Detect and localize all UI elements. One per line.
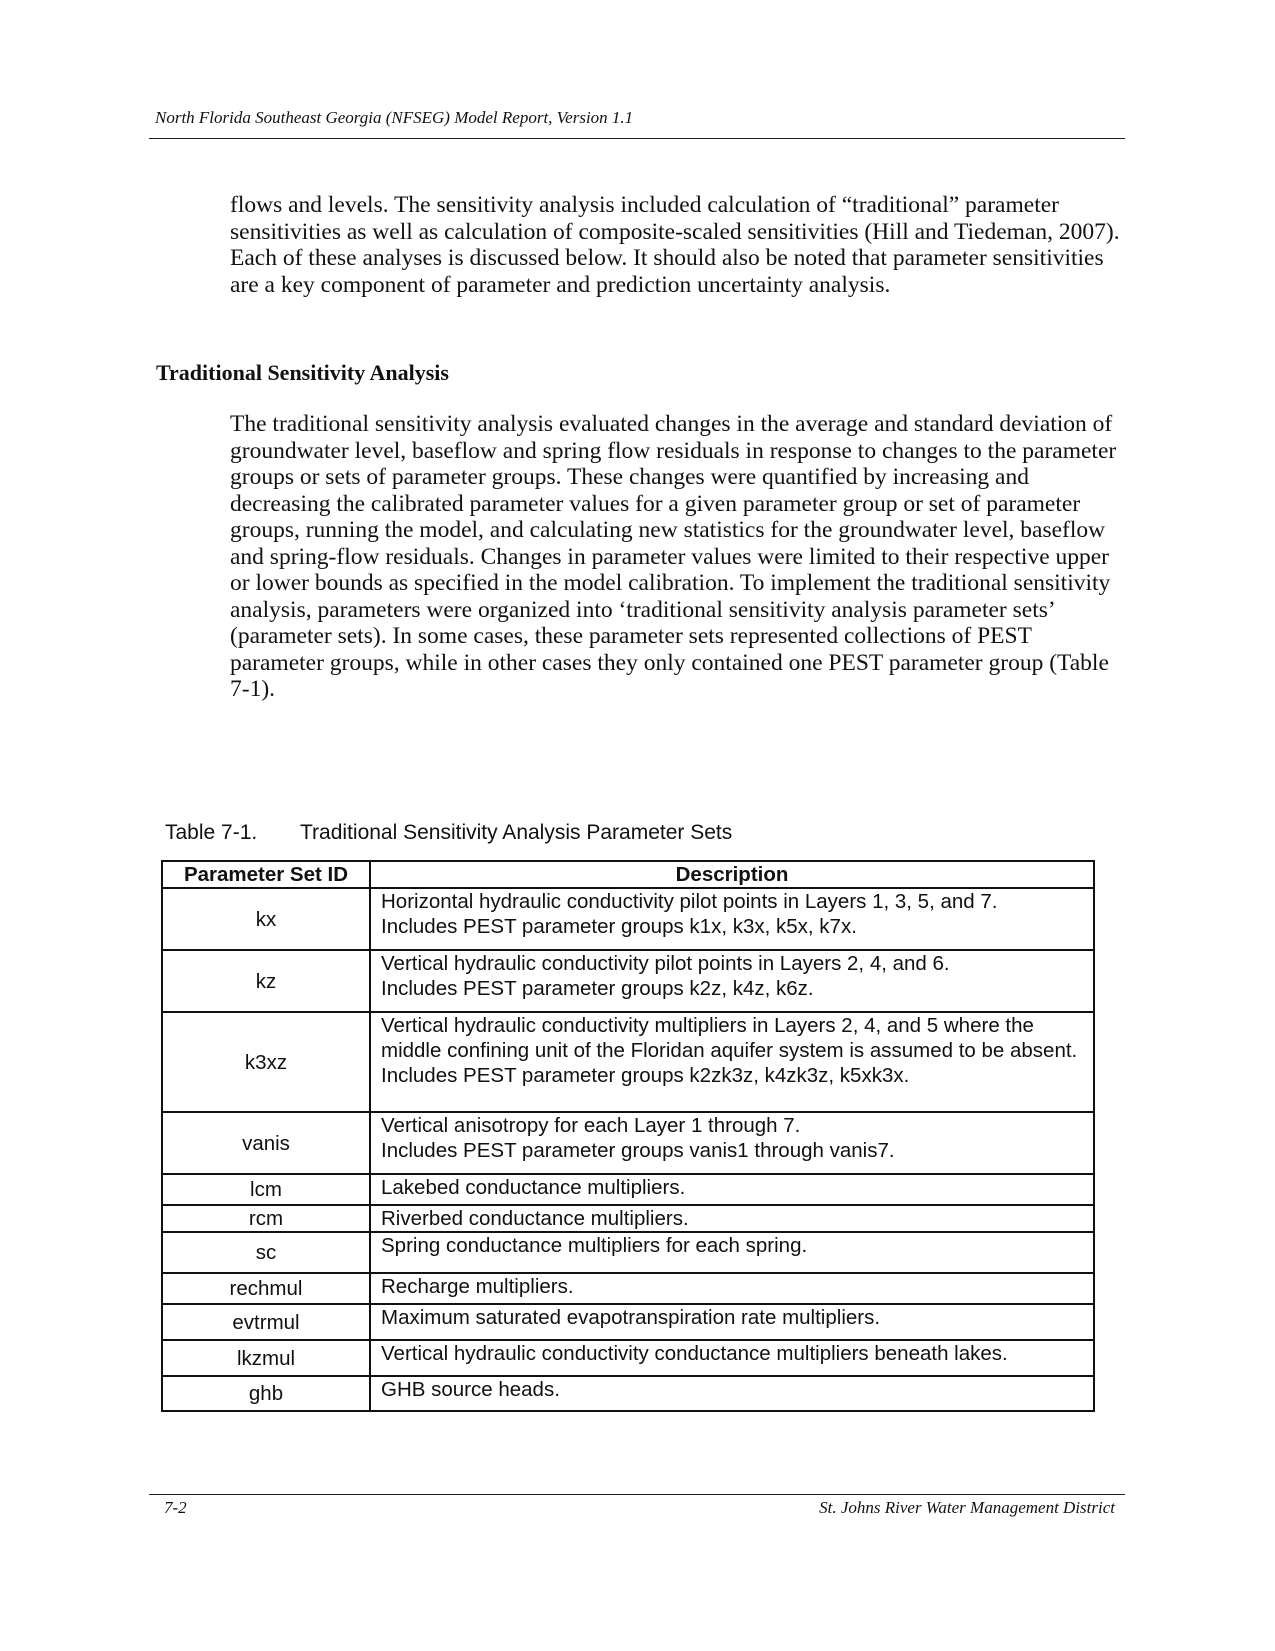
- running-header: North Florida Southeast Georgia (NFSEG) Model Report, Version 1.1: [155, 108, 634, 127]
- parameter-set-description: Vertical anisotropy for each Layer 1 through 7. Includes PEST parameter groups vanis1 through vanis7.: [370, 1112, 1094, 1174]
- parameter-set-id: k3xz: [162, 1012, 370, 1112]
- parameter-set-id: lcm: [162, 1174, 370, 1205]
- parameter-set-description: Horizontal hydraulic conductivity pilot points in Layers 1, 3, 5, and 7. Includes PEST parameter groups k1x, k3x, k5x, k7x.: [370, 888, 1094, 950]
- parameter-set-description: Vertical hydraulic conductivity pilot points in Layers 2, 4, and 6. Includes PEST parameter groups k2z, k4z, k6z.: [370, 950, 1094, 1012]
- table-row: [162, 888, 1094, 950]
- section-paragraph: The traditional sensitivity analysis evaluated changes in the average and standard deviation of groundwater level, baseflow and spring flow residuals in response to changes to the parameter groups or sets of parameter groups. These changes were quantified by increasing and decreasing the calibrated parameter values for a given parameter group or set of parameter groups, running the model, and calculating new statistics for the groundwater level, baseflow and spring-flow residuals. Changes in parameter values were limited to their respective upper or lower bounds as specified in the model calibration. To implement the traditional sensitivity analysis, parameters were organized into ‘traditional sensitivity analysis parameter sets’ (parameter sets). In some cases, these parameter sets represented collections of PEST parameter groups, while in other cases they only contained one PEST parameter group (Table 7-1).: [230, 411, 1117, 702]
- parameter-set-id: ghb: [162, 1376, 370, 1411]
- table-caption-number: Table 7-1.: [165, 821, 258, 844]
- parameter-set-id: vanis: [162, 1112, 370, 1174]
- parameter-set-id: lkzmul: [162, 1340, 370, 1376]
- header-rule: [149, 138, 1125, 139]
- header-parameter-set-id: Parameter Set ID: [162, 861, 370, 888]
- parameter-set-id: rechmul: [162, 1273, 370, 1304]
- table-caption: [165, 821, 732, 845]
- parameter-set-id: evtrmul: [162, 1304, 370, 1340]
- parameter-set-id: kx: [162, 888, 370, 950]
- table-row: [162, 1273, 1094, 1304]
- parameter-set-id: sc: [162, 1232, 370, 1273]
- table-row: [162, 1205, 1094, 1232]
- table-row: [162, 1012, 1094, 1112]
- table-row: [162, 1112, 1094, 1174]
- parameter-set-id: rcm: [162, 1205, 370, 1232]
- table-body: [162, 888, 1094, 1411]
- parameter-set-description: GHB source heads.: [370, 1376, 1094, 1411]
- parameter-set-description: Lakebed conductance multipliers.: [370, 1174, 1094, 1205]
- table-row: [162, 1304, 1094, 1340]
- table-row: [162, 950, 1094, 1012]
- footer-organization: St. Johns River Water Management District: [819, 1498, 1115, 1517]
- parameter-sets-table: [161, 860, 1095, 1412]
- page-number: 7-2: [164, 1498, 187, 1517]
- parameter-set-description: Vertical hydraulic conductivity conductance multipliers beneath lakes.: [370, 1340, 1094, 1376]
- parameter-set-description: Vertical hydraulic conductivity multipliers in Layers 2, 4, and 5 where the middle confining unit of the Floridan aquifer system is assumed to be absent. Includes PEST parameter groups k2zk3z, k4zk3z, k5xk3x.: [370, 1012, 1094, 1112]
- parameter-set-description: Spring conductance multipliers for each spring.: [370, 1232, 1094, 1273]
- intro-paragraph: flows and levels. The sensitivity analysis included calculation of “traditional” parameter sensitivities as well as calculation of composite-scaled sensitivities (Hill and Tiedeman, 2007). Each of these analyses is discussed below. It should also be noted that parameter sensitivities are a key component of parameter and prediction uncertainty analysis.: [230, 192, 1120, 298]
- header-description: Description: [370, 861, 1094, 888]
- parameter-set-description: Recharge multipliers.: [370, 1273, 1094, 1304]
- parameter-set-id: kz: [162, 950, 370, 1012]
- table-row: [162, 1232, 1094, 1273]
- section-heading: Traditional Sensitivity Analysis: [156, 360, 449, 385]
- table-row: [162, 1340, 1094, 1376]
- table-row: [162, 1376, 1094, 1411]
- parameter-set-description: Riverbed conductance multipliers.: [370, 1205, 1094, 1232]
- parameter-set-description: Maximum saturated evapotranspiration rate multipliers.: [370, 1304, 1094, 1340]
- footer-rule: [149, 1494, 1125, 1495]
- table-caption-title: Traditional Sensitivity Analysis Parameter Sets: [300, 821, 733, 844]
- table-header-row: [162, 861, 1094, 888]
- table-row: [162, 1174, 1094, 1205]
